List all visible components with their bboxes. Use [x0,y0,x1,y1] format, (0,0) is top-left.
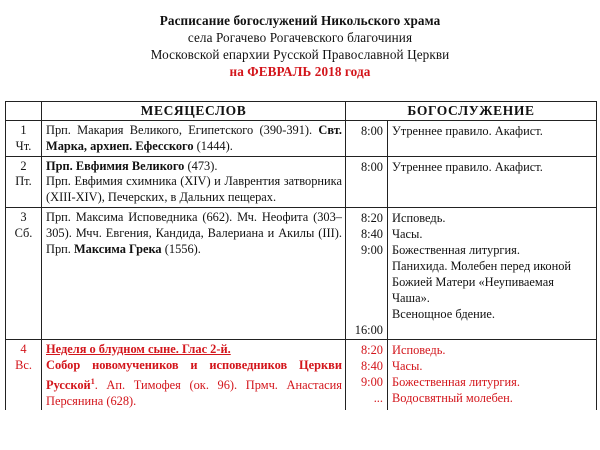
calendar-text [46,159,342,175]
times-cell [346,156,388,207]
weekday: Вс. [15,357,32,372]
day-number: 1 [20,123,27,137]
saint-entry-bold: Прп. Евфимия Великого [46,158,185,173]
service-item: Исповедь. [392,342,446,357]
saint-entry: Прп. Максима Исповедника (662). Мч. Неофита (303–305). Мчч. Евгения, Кандида, Валериана и Акилы (III). Прп. [46,209,342,256]
day-number: 3 [20,209,27,224]
service-time: 8:40 [360,358,383,373]
service-cell [388,207,597,339]
weekday: Чт. [15,138,32,153]
calendar-cell [42,156,346,207]
times-cell [346,339,388,410]
times-cell [346,121,388,157]
service-time: 9:00 [360,242,383,257]
feast-title: Неделя о блудном сыне. Глас 2-й. [46,341,231,356]
table-row [6,339,597,410]
header-parish: села Рогачево Рогачевского благочиния [187,30,413,45]
table-row [6,156,597,207]
saint-entry-bold: Свт. Марка, архиеп. Ефесского [46,123,342,153]
table-header-row [6,102,597,121]
service-item: Панихида. Молебен перед иконой Божией Матери «Неупиваемая Чаша». [392,258,572,305]
saint-entry: Прп. Макария Великого, Египетского (390-391). [46,123,313,137]
header-diocese: Московской епархии Русской Православной Церкви [150,47,450,62]
day-cell [6,156,42,207]
header-title: Расписание богослужений Никольского храма [159,13,441,28]
header-month: на ФЕВРАЛЬ 2018 года [229,64,371,79]
service-item: Исповедь. [392,210,446,225]
service-time: 8:00 [360,124,383,138]
service-cell [388,121,597,157]
saint-entry: (473). [187,158,218,173]
service-time: 8:00 [360,159,383,174]
calendar-text: Собор новомучеников и исповедников Церкви Русской$^1$. Ап. Тимофея (ок. 96). Прмч. Анастасия Персянина (628). [46,357,342,408]
saint-entry-bold: Собор новомучеников и исповедников Церкви Русской [46,357,342,392]
footnote-mark: 1 [90,376,95,386]
header-calendar: МЕСЯЦЕСЛОВ [42,102,346,121]
calendar-cell [42,207,346,339]
day-cell [6,207,42,339]
service-item: Утреннее правило. Акафист. [392,124,543,138]
day-number: 2 [20,158,27,173]
calendar-text [46,210,342,257]
weekday: Пт. [15,174,32,189]
service-item: Водосвятный молебен. [392,390,513,405]
service-item: Утреннее правило. Акафист. [392,159,543,174]
service-cell [388,339,597,410]
service-item: Часы. [392,358,423,373]
day-cell [6,339,42,410]
schedule-header [0,12,600,80]
service-time: 8:40 [360,226,383,241]
saint-entry: (1556). [164,241,201,256]
saint-entry: Ап. Тимофея (ок. 96). Прмч. Анастасия Персянина (628). [46,377,342,408]
day-number: 4 [20,341,27,356]
header-day-cell [6,102,42,121]
table-row [6,207,597,339]
table-row [6,121,597,157]
service-item: Часы. [392,226,423,241]
calendar-cell [42,121,346,157]
service-time: ... [373,390,383,405]
saint-entry-bold: Максима Грека [73,241,162,256]
schedule-table [5,101,597,410]
time-spacer [346,258,383,322]
day-cell [6,121,42,157]
service-item: Божественная литургия. [392,374,520,389]
service-time: 8:20 [360,342,383,357]
header-service: БОГОСЛУЖЕНИЕ [346,102,597,121]
service-time: 9:00 [360,374,383,389]
calendar-text: Прп. Евфимия схимника (XIV) и Лаврентия затворника (XIII-XIV), Печерских, в Дальних пещерах. [46,174,342,205]
service-item: Всенощное бдение. [392,306,496,321]
service-item: Божественная литургия. [392,242,520,257]
saint-entry: (1444). [196,138,233,153]
times-cell [346,207,388,339]
service-time: 8:20 [360,210,383,225]
service-cell [388,156,597,207]
service-time: 16:00 [354,322,383,337]
calendar-text [46,123,342,155]
calendar-cell [42,339,346,410]
weekday: Сб. [14,225,33,240]
